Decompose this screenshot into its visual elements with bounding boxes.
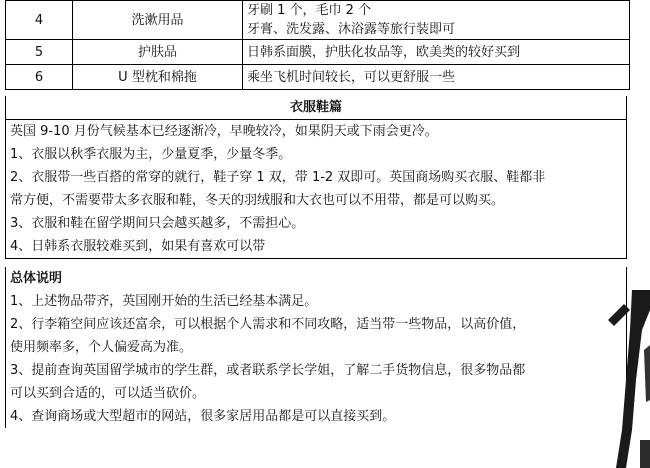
item-name: U 型枕和棉拖: [73, 65, 243, 90]
row-number: 5: [6, 40, 73, 65]
items-table: [5, 0, 630, 90]
list-item: 3、衣服和鞋在留学期间只会越买越多，不需担心。: [10, 216, 305, 231]
section-title: 总体说明: [10, 271, 63, 286]
note-line: 日韩系面膜，护肤化妆品等，欧美类的较好买到: [247, 44, 521, 60]
clothes-section: [5, 96, 627, 259]
list-item: 3、提前查询英国留学城市的学生群，或者联系学长学姐，了解二手货物信息，很多物品都: [10, 363, 526, 378]
item-name: 洗漱用品: [73, 1, 243, 40]
list-item: 使用频率多，个人偏爱高为准。: [10, 340, 193, 355]
table-row: [6, 40, 630, 65]
note-line: 乘坐飞机时间较长，可以更舒服一些: [247, 69, 456, 85]
table-row: [6, 65, 630, 90]
note-line: 牙刷 1 个，毛巾 2 个: [247, 3, 372, 18]
section-title: 衣服鞋篇: [6, 96, 626, 120]
list-item: 4、日韩系衣服较难买到，如果有喜欢可以带: [10, 239, 266, 254]
list-item: 2、衣服带一些百搭的常穿的就行，鞋子穿 1 双，带 1-2 双即可。英国商场购买衣服、鞋都非: [10, 170, 546, 185]
note-line: 牙膏、洗发露、沐浴露等旅行装即可: [247, 22, 456, 37]
row-number: 6: [6, 65, 73, 90]
list-item: 1、上述物品带齐，英国刚开始的生活已经基本满足。: [10, 294, 318, 309]
list-item: 1、衣服以秋季衣服为主，少量夏季，少量冬季。: [10, 147, 292, 162]
decorative-illustration: [602, 290, 650, 468]
table-row: [6, 1, 630, 40]
section-intro: 英国 9-10 月份气候基本已经逐渐冷，早晚较冷，如果阴天或下雨会更冷。: [10, 124, 438, 139]
list-item: 常方便，不需要带太多衣服和鞋，冬天的羽绒服和大衣也可以不用带，都是可以购买。: [10, 193, 505, 208]
row-number: 4: [6, 1, 73, 40]
list-item: 2、行李箱空间应该还富余，可以根据个人需求和不同攻略，适当带一些物品，以高价值，: [10, 317, 526, 332]
list-item: 可以买到合适的，可以适当砍价。: [10, 386, 206, 401]
list-item: 4、查询商场或大型超市的网站，很多家居用品都是可以直接买到。: [10, 409, 396, 424]
summary-section: [5, 267, 627, 428]
item-note: [243, 65, 630, 90]
item-note: [243, 40, 630, 65]
item-name: 护肤品: [73, 40, 243, 65]
item-note: [243, 1, 630, 40]
